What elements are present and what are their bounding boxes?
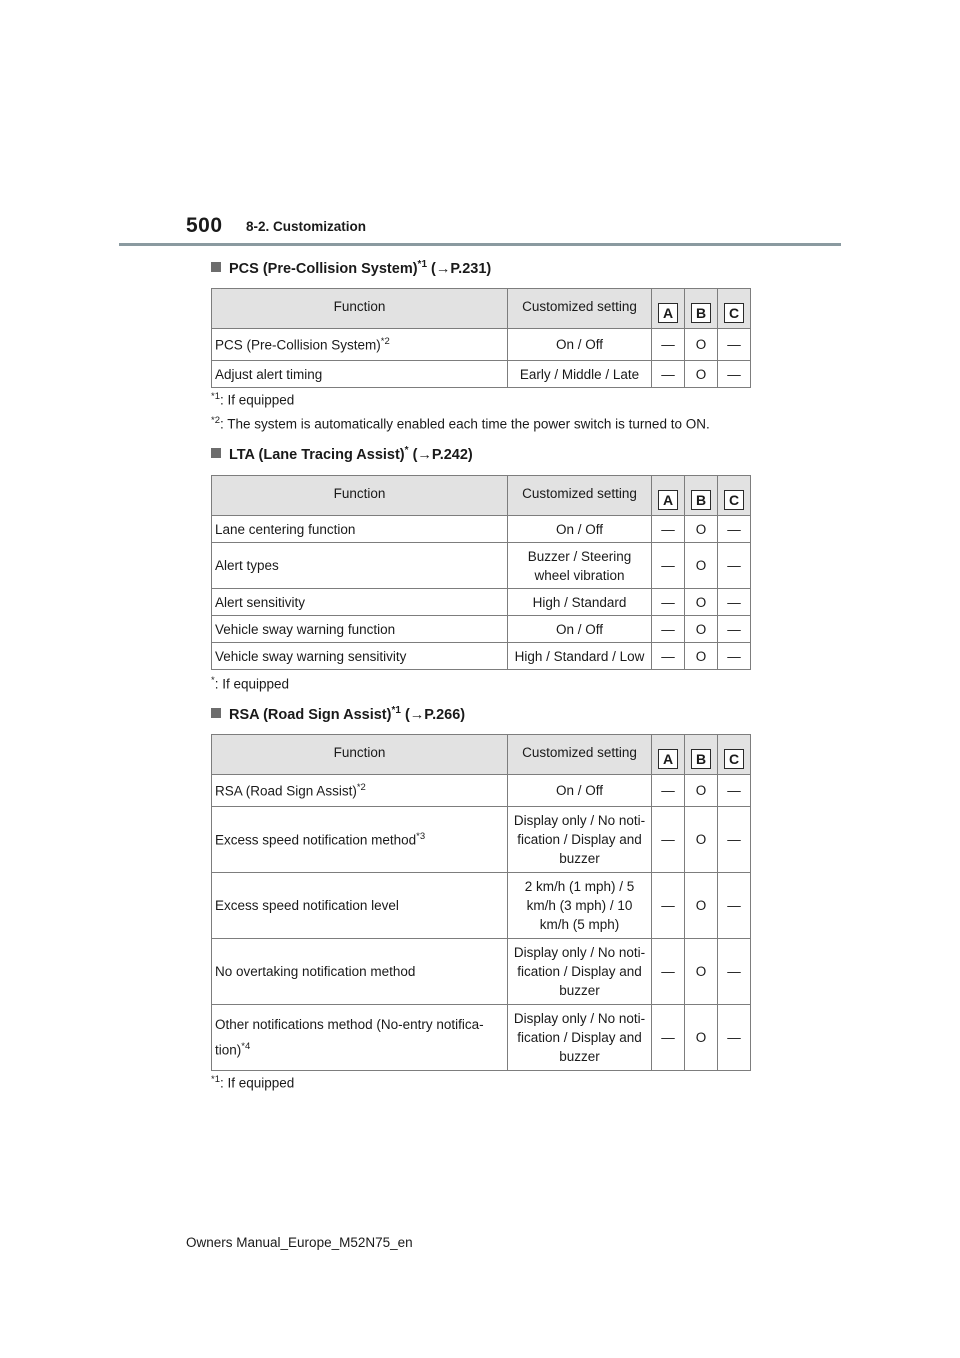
table-header-row [212, 289, 751, 329]
square-bullet-icon [211, 262, 221, 272]
column-header-function: Function [212, 476, 508, 516]
table-row: RSA (Road Sign Assist)$^{*2}$ On / Off — O — [212, 775, 751, 807]
column-header-b: B [685, 735, 718, 775]
column-header-a: A [652, 735, 685, 775]
table-row: Excess speed notification level 2 km/h (1 mph) / 5 km/h (3 mph) / 10 km/h (5 mph) — O — [212, 873, 751, 939]
table-row: Vehicle sway warning sensitivity High / Standard / Low — O — [212, 643, 751, 670]
table-row: PCS (Pre-Collision System)$^{*2}$ On / Off — O — [212, 329, 751, 361]
table-row: No overtaking notification method Display only / No noti-fication / Display and buzzer — O — [212, 939, 751, 1005]
column-header-function: Function [212, 735, 508, 775]
lta-table [211, 475, 751, 670]
rsa-table-wrap [211, 734, 750, 1071]
footnote: *: If equipped [211, 675, 290, 692]
column-header-c: C [718, 476, 751, 516]
column-header-setting: Customized setting [508, 289, 652, 329]
pcs-table [211, 288, 751, 388]
column-header-a: A [652, 476, 685, 516]
column-header-c: C [718, 735, 751, 775]
rsa-section-title: RSA (Road Sign Assist)$^{*1}$ (→P.266) [211, 705, 465, 723]
lta-table-wrap [211, 475, 750, 670]
table-header-row [212, 476, 751, 516]
column-header-setting: Customized setting [508, 476, 652, 516]
table-row: Alert types Buzzer / Steering wheel vibration — O — [212, 543, 751, 589]
footnote: $^{*1}$: If equipped [211, 391, 295, 408]
table-row: Lane centering function On / Off — O — [212, 516, 751, 543]
footnote: $^{*2}$: The system is automatically enabled each time the power switch is turned to ON. [211, 415, 710, 432]
page-number: 500 [186, 214, 223, 237]
column-header-b: B [685, 476, 718, 516]
pcs-section-title: PCS (Pre-Collision System)$^{*1}$ (→P.231) [211, 259, 491, 277]
column-header-setting: Customized setting [508, 735, 652, 775]
table-row: Vehicle sway warning function On / Off — O — [212, 616, 751, 643]
column-header-function: Function [212, 289, 508, 329]
table-header-row [212, 735, 751, 775]
table-row: Adjust alert timing Early / Middle / Late — O — [212, 361, 751, 388]
header-rule [119, 243, 841, 246]
footer-document-name: Owners Manual_Europe_M52N75_en [186, 1235, 413, 1250]
rsa-table [211, 734, 751, 1071]
table-row: Other notifications method (No-entry notifica-tion)$^{*4}$ Display only / No noti-fication / Display and buzzer — O — [212, 1005, 751, 1071]
lta-section-title: LTA (Lane Tracing Assist)* (→P.242) [211, 445, 473, 463]
section-label: 8-2. Customization [246, 219, 367, 234]
column-header-a: A [652, 289, 685, 329]
pcs-table-wrap [211, 288, 750, 388]
table-row: Alert sensitivity High / Standard — O — [212, 589, 751, 616]
column-header-b: B [685, 289, 718, 329]
square-bullet-icon [211, 708, 221, 718]
footnote: $^{*1}$: If equipped [211, 1074, 295, 1091]
table-row: Excess speed notification method$^{*3}$ Display only / No noti-fication / Display and buzzer — O — [212, 807, 751, 873]
square-bullet-icon [211, 448, 221, 458]
column-header-c: C [718, 289, 751, 329]
